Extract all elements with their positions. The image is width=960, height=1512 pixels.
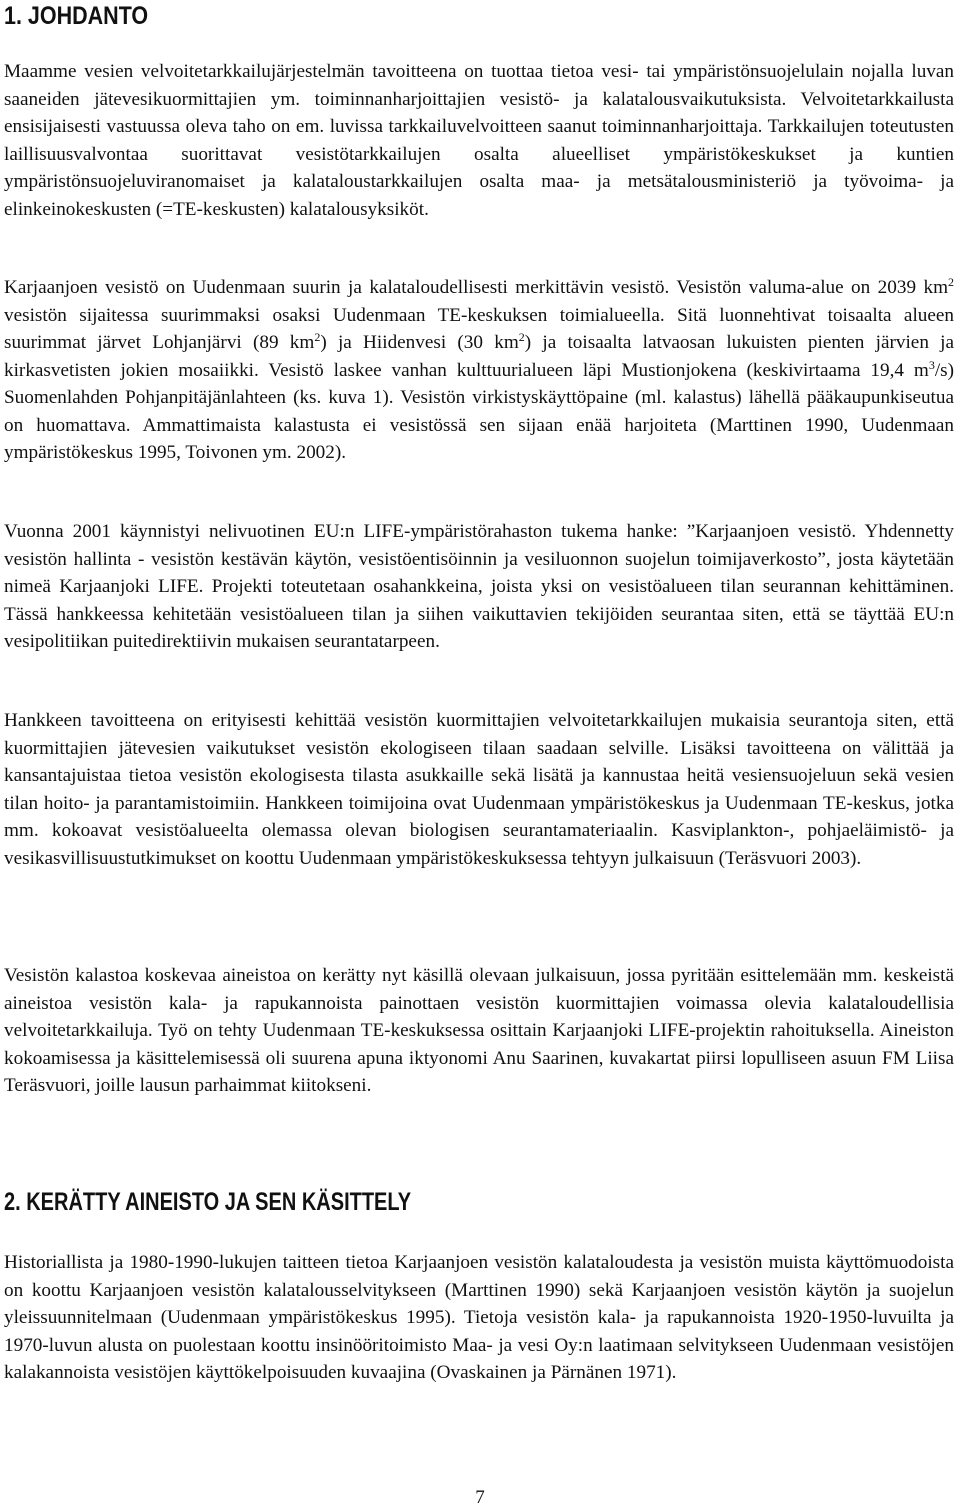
section-heading-johdanto: 1. JOHDANTO — [4, 2, 149, 30]
superscript: 2 — [518, 330, 525, 344]
text-run: vesistön sijaitessa suurimmaksi osaksi Uudenmaan TE-keskuksen toimialueella. Sitä luonnehtivat toisaalta alueen suurimmat järvet Lohjanjärvi (89 km — [4, 304, 954, 353]
paragraph-velvoitetarkkailu — [4, 58, 954, 223]
paragraph-life-hanke — [4, 518, 954, 656]
paragraph-kalasto-aineisto — [4, 962, 954, 1100]
paragraph-historiallista-tietoa — [4, 1249, 954, 1387]
section-heading-aineisto: 2. KERÄTTY AINEISTO JA SEN KÄSITTELY — [4, 1188, 412, 1216]
paragraph-hankkeen-tavoite — [4, 707, 954, 872]
paragraph-karjaanjoen-vesisto — [4, 274, 954, 467]
page-number: 7 — [475, 1487, 485, 1508]
text-run: ) ja toisaalta latvaosan lukuisten pienten järvien ja kirkasvetisten jokien mosaiikki. Vesistö laskee vanhan kulttuurialueen läpi Mustionjokena (keskivirtaama 19,4 m — [4, 332, 955, 381]
superscript: 2 — [314, 330, 321, 344]
superscript: 2 — [948, 275, 954, 289]
text-run: Hankkeen tavoitteena on erityisesti kehittää vesistön kuormittajien velvoitetarkkailujen mukaisia seurantoja siten, että kuormittajien jätevesien vaikutukset vesistön ekologiseen tilaan saadaan selville. Lisäksi tavoitteena on välittää ja kansantajuistaa tietoa vesistön ekologisesta tilasta asukkaille sekä lisätä ja kannustaa heitä vesiensuojeluun sekä vesien tilan hoito- ja parantamistoimiin. Hankkeen toimijoina ovat Uudenmaan ympäristökeskus ja Uudenmaan TE-keskus, jotka mm. kokoavat vesistöalueelta olemassa olevan biologisen seurantamateriaalin. Kasviplankton-, pohjaeläimistö- ja vesikasvillisuustutkimukset on koottu Uudenmaan ympäristökeskuksessa tehtyyn julkaisuun (Teräsvuori 2003). — [4, 710, 954, 869]
text-run: ) ja Hiidenvesi (30 km — [320, 332, 519, 353]
text-run: Karjaanjoen vesistö on Uudenmaan suurin ja kalataloudellisesti merkittävin vesistö. Vesistön valuma-alue on 2039 km — [4, 277, 948, 298]
text-run: Maamme vesien velvoitetarkkailujärjestelmän tavoitteena on tuottaa tietoa vesi- tai ympäristönsuojelulain nojalla luvan saaneiden jätevesikuormittajien ym. toiminnanharjoittajien vesistö- ja kalatalousvaikutuksista. Velvoitetarkkailusta ensisijaisesti vastuussa oleva taho on em. luvissa tarkkailuvelvoitteen saanut toiminnanharjoittaja. Tarkkailujen toteutusten laillisuusvalvontaa suorittavat vesistötarkkailujen osalta alueelliset ympäristökeskukset ja kuntien ympäristönsuojeluviranomaiset ja kalataloustarkkailujen osalta maa- ja metsätalousministeriö ja työvoima- ja elinkeinokeskusten (=TE-keskusten) kalatalousyksiköt. — [4, 61, 954, 220]
text-run: Vuonna 2001 käynnistyi nelivuotinen EU:n LIFE-ympäristörahaston tukema hanke: ”Karjaanjoen vesistö. Yhdennetty vesistön hallinta - vesistön kestävän käytön, vesistöentisöinnin ja vesiluonnon suojelun toimijaverkosto”, josta käytetään nimeä Karjaanjoki LIFE. Projekti toteutetaan osahankkeina, joista yksi on vesistöalueen tilan seurannan kehittäminen. Tässä hankkeessa kehitetään vesistöalueen tilan ja siihen vaikuttavien tekijöiden seurantaa siten, että se täyttää EU:n vesipolitiikan puitedirektiivin mukaisen seurantatarpeen. — [4, 521, 954, 652]
text-run: Vesistön kalastoa koskevaa aineistoa on kerätty nyt käsillä olevaan julkaisuun, jossa pyritään esittelemään mm. keskeistä aineistoa vesistön kala- ja rapukannoista painottaen vesistön kuormittajien voimassa olevia kalataloudellisia velvoitetarkkailuja. Työ on tehty Uudenmaan TE-keskuksessa osittain Karjaanjoki LIFE-projektin rahoituksella. Aineiston kokoamisessa ja käsittelemisessä oli suurena apuna iktyonomi Anu Saarinen, kuvakartat piirsi lopulliseen asuun FM Liisa Teräsvuori, joille lausun parhaimmat kiitokseni. — [4, 965, 954, 1096]
superscript: 3 — [928, 357, 935, 372]
text-run: /s) Suomenlahden Pohjanpitäjänlahteen (ks. kuva 1). Vesistön virkistyskäyttöpaine (ml. kalastus) lähellä pääkaupunkiseutua on huomattava. Ammattimaista kalastusta ei vesistössä sen sijaan enää harjoiteta (Marttinen 1990, Uudenmaan ympäristökeskus 1995, Toivonen ym. 2002). — [4, 359, 954, 463]
text-run: Historiallista ja 1980-1990-lukujen taitteen tietoa Karjaanjoen vesistön kalataloudesta ja vesistön muista käyttömuodoista on koottu Karjaanjoen vesistön kalatalousselvitykseen (Marttinen 1990) sekä Karjaanjoen vesistön käytön ja suojelun yleissuunnitelmaan (Uudenmaan ympäristökeskus 1995). Tietoja vesistön kala- ja rapukannoista 1920-1950-luvuilta ja 1970-luvun alusta on puolestaan koottu insinööritoimisto Maa- ja vesi Oy:n laatimaan selvitykseen Uudenmaan vesistöjen kalakannoista vesistöjen käyttökelpoisuuden kuvaajina (Ovaskainen ja Pärnänen 1971). — [4, 1252, 954, 1383]
